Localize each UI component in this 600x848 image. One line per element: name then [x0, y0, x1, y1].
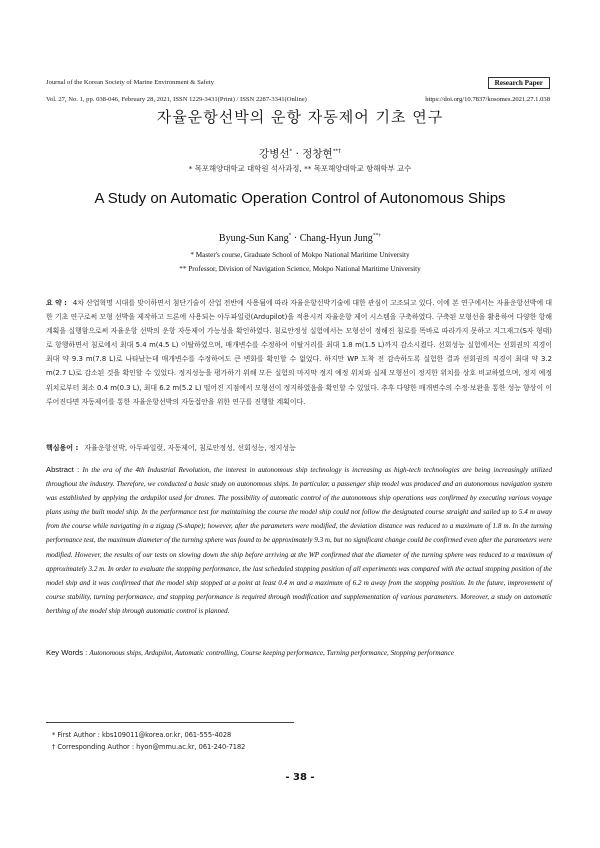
korean-abstract	[46, 296, 552, 409]
english-authors	[0, 233, 600, 244]
english-affiliation-2: ** Professor, Division of Navigation Science, Mokpo National Maritime University	[179, 265, 421, 273]
korean-affiliation: * 목포해양대학교 대학원 석사과정, ** 목포해양대학교 항해학부 교수	[188, 164, 412, 173]
english-author-1: Byung-Sun Kang	[218, 233, 289, 244]
korean-author-2: 정창현	[302, 148, 333, 160]
english-keywords	[46, 648, 552, 657]
footnote-divider	[46, 722, 294, 723]
korean-author-1: 강병선	[259, 148, 290, 160]
english-abstract	[46, 463, 552, 618]
english-keywords-text: Autonomous ships, Ardupilot, Automatic controlling, Course keeping performance, Turning performance, Stopping performance	[89, 649, 454, 657]
footnote-corresponding-author: † Corresponding Author : hyon@mmu.ac.kr, 061-240-7182	[52, 743, 246, 751]
korean-author-2-mark: **†	[332, 148, 341, 155]
korean-keywords-text: 자율운항선박, 아두파일럿, 자동제어, 침로안정성, 선회성능, 정지성능	[84, 444, 296, 452]
english-author-2-mark: **†	[372, 232, 382, 239]
research-paper-badge: Research Paper	[488, 77, 550, 89]
english-author-1-mark: *	[288, 232, 292, 239]
author-separator: ·	[292, 148, 303, 160]
korean-keywords	[46, 443, 552, 453]
korean-title: 자율운항선박의 운항 자동제어 기초 연구	[156, 108, 444, 126]
footnote-first-author: * First Author : kbs109011@korea.or.kr, 061-555-4028	[52, 731, 232, 739]
english-author-2: Chang-Hyun Jung	[299, 233, 373, 244]
english-keywords-label: Key Words :	[46, 648, 90, 657]
english-affiliation-1: * Master's course, Graduate School of Mokpo National Maritime University	[190, 251, 410, 259]
english-abstract-text: In the era of the 4th Industrial Revolution, the interest in autonomous ship technology is increasing as high-tech technologies are being increasingly utilized throughout the industry. Therefore, we conducted a basic study on autonomous ships. In particular, a passenger ship model was produced and an autonomous navigation system was established by applying the ardupilot used for drones. The possibility of automatic control of the autonomous ship operations was confirmed by executing various voyage plans using the built model ship. In the performance test for maintaining the course the model ship could not follow the designated course straight and sailed up to 5.4 m away from the course while navigating in a zigzag (S-shape); however, after the parameters were modified, the deviation distance was reduced to a maximum of 1.8 m. In the turning performance test, the maximum diameter of the turning sphere was found to be approximately 9.3 m, but no significant change could be confirmed even after the parameters were modified. However, the results of our tests on slowing down the ship before arriving at the WP confirmed that the diameter of the turning sphere was reduced to a maximum of approximately 3.2 m. In order to evaluate the stopping performance, the last scheduled stopping position of all experiments was compared with the actual stopping position of the model ship and it was confirmed that the model ship stopped at a point at least 0.4 m and a maximum of 6.2 m away from the stopping position. In the future, improvement of course stability, turning performance, and stopping performance is required through modification and supplementation of various parameters. Moreover, a study on automatic berthing of the model ship through automatic control is planned.	[46, 466, 553, 615]
doi-link[interactable]: https://doi.org/10.7837/kosomes.2021.27.1.038	[425, 96, 550, 103]
korean-abstract-label: 요 약 :	[46, 299, 67, 307]
korean-abstract-text: 4차 산업혁명 시대를 맞이하면서 첨단기술이 산업 전반에 사용됨에 따라 자율운항선박기술에 대한 관심이 고조되고 있다. 이에 본 연구에서는 자율운항선박에 대한 기초 연구로써 모형 선박을 제작하고 드론에 사용되는 아두파일럿(Ardupilot)을 적용시켜 자율운항 제어 시스템을 구축하였다. 구축된 모형선을 활용하여 다양한 항해계획을 실행함으로써 자율운항 선박의 운항 자동제어 가능성을 확인하였다. 침로안정성 실험에서는 모형선이 정해진 침로를 똑바로 따라가지 못하고 지그재그(S자 형태)로 항행하면서 침로에서 최대 5.4 m(4.5 L) 이탈하였으며, 매개변수를 수정하여 이탈거리를 최대 1.8 m(1.5 L)까지 감소시켰다. 선회성능 실험에서는 선회권의 직경이 최대 약 9.3 m(7.8 L)로 나타났는데 매개변수를 수정하여도 큰 변화를 확인할 수 없었다. 하지만 WP 도착 전 감속하도록 실험한 결과 선회권의 직경이 최대 약 3.2 m(2.7 L)로 감소된 것을 확인할 수 있었다. 정지성능을 평가하기 위해 모든 실험의 마지막 정지 예정 위치와 실제 모형선이 정지한 위치를 상호 비교하였으며, 정지 예정 위치로부터 최소 0.4 m(0.3 L), 최대 6.2 m(5.2 L) 떨어진 지점에서 모형선이 정지하였음을 확인할 수 있었다. 추후 다양한 매개변수의 수정·보완을 통한 성능 향상이 이루어진다면 자동제어를 통한 자율운항선박의 자동접안을 위한 연구를 진행할 계획이다.	[46, 299, 552, 406]
korean-keywords-label: 핵심용어 :	[46, 444, 79, 452]
author-separator: ·	[291, 233, 300, 244]
journal-volume-line: Vol. 27, No. 1, pp. 038-046, February 28, 2021, ISSN 1229-3431(Print) / ISSN 2287-3341(Online)	[46, 96, 307, 103]
journal-name: Journal of the Korean Society of Marine Environment & Safety	[46, 79, 214, 86]
page-number: - 38 -	[285, 772, 315, 783]
english-title: A Study on Automatic Operation Control of Autonomous Ships	[94, 190, 506, 207]
korean-authors	[0, 146, 600, 161]
english-abstract-label: Abstract :	[46, 465, 83, 474]
korean-author-1-mark: *	[289, 148, 293, 155]
